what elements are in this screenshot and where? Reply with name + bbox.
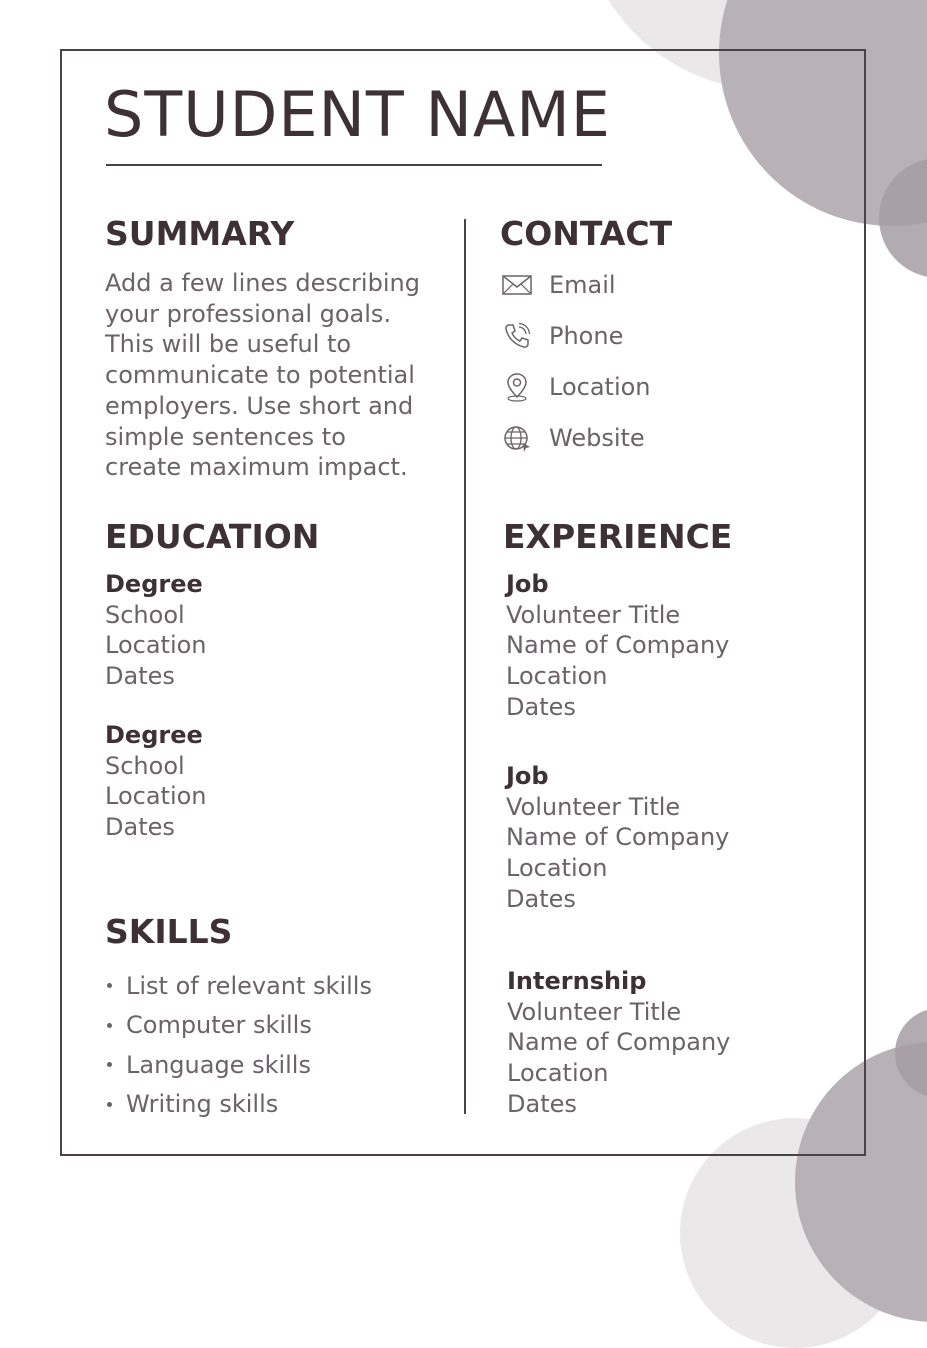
- summary-line: This will be useful to: [105, 330, 352, 359]
- experience-role: Internship: [507, 967, 647, 995]
- education-entry: [105, 720, 207, 843]
- envelope-icon: [501, 269, 533, 301]
- globe-icon: [501, 422, 533, 454]
- education-dates: Dates: [105, 813, 175, 842]
- experience-title: Volunteer Title: [506, 600, 681, 629]
- education-school: School: [105, 600, 185, 629]
- experience-title: Volunteer Title: [507, 997, 682, 1026]
- summary-line: employers. Use short and: [105, 391, 414, 420]
- experience-role: Job: [506, 570, 549, 598]
- education-heading: EDUCATION: [105, 517, 320, 556]
- experience-company: Name of Company: [506, 631, 730, 660]
- phone-icon: [501, 320, 533, 352]
- contact-website[interactable]: [501, 422, 645, 454]
- contact-email-label: Email: [549, 271, 616, 299]
- experience-location: Location: [506, 854, 608, 883]
- education-degree: Degree: [105, 721, 203, 749]
- summary-line: Add a few lines describing: [105, 269, 420, 297]
- education-dates: Dates: [105, 662, 175, 691]
- experience-location: Location: [507, 1059, 609, 1088]
- bullet-icon: [107, 1062, 112, 1067]
- contact-phone-label: Phone: [549, 322, 624, 350]
- summary-line: your professional goals.: [105, 299, 392, 328]
- contact-website-label: Website: [549, 424, 645, 452]
- experience-location: Location: [506, 662, 608, 691]
- list-item: [104, 966, 372, 1006]
- experience-company: Name of Company: [507, 1028, 731, 1057]
- skill-text: Writing skills: [126, 1090, 279, 1119]
- name-underline: [106, 164, 602, 166]
- education-location: Location: [105, 631, 207, 660]
- experience-entry: [506, 761, 729, 915]
- column-divider: [464, 219, 466, 1114]
- skill-text: Language skills: [126, 1050, 311, 1079]
- experience-heading: EXPERIENCE: [503, 517, 733, 556]
- experience-entry: [506, 569, 729, 723]
- experience-dates: Dates: [506, 884, 576, 913]
- skill-text: Computer skills: [126, 1011, 312, 1040]
- list-item: [104, 1006, 372, 1046]
- education-location: Location: [105, 782, 207, 811]
- contact-location[interactable]: [501, 371, 651, 403]
- list-item: [104, 1045, 372, 1085]
- bullet-icon: [107, 1023, 112, 1028]
- experience-company: Name of Company: [506, 823, 730, 852]
- education-entry: [105, 569, 207, 692]
- education-school: School: [105, 751, 185, 780]
- experience-entry: [507, 966, 730, 1120]
- bullet-icon: [107, 983, 112, 988]
- student-name: STUDENT NAME: [104, 78, 611, 151]
- contact-email[interactable]: [501, 269, 616, 301]
- education-degree: Degree: [105, 570, 203, 598]
- bullet-icon: [107, 1102, 112, 1107]
- experience-dates: Dates: [506, 692, 576, 721]
- experience-title: Volunteer Title: [506, 792, 681, 821]
- contact-heading: CONTACT: [500, 214, 673, 253]
- summary-text: [105, 268, 420, 483]
- summary-line: communicate to potential: [105, 361, 415, 390]
- skills-heading: SKILLS: [105, 912, 233, 951]
- list-item: [104, 1085, 372, 1125]
- skill-text: List of relevant skills: [126, 971, 372, 1000]
- location-pin-icon: [501, 371, 533, 403]
- summary-line: simple sentences to: [105, 422, 346, 451]
- skills-list: [104, 966, 372, 1124]
- experience-dates: Dates: [507, 1089, 577, 1118]
- contact-phone[interactable]: [501, 320, 623, 352]
- summary-heading: SUMMARY: [105, 214, 295, 253]
- summary-line: create maximum impact.: [105, 453, 408, 482]
- contact-location-label: Location: [549, 373, 651, 401]
- experience-role: Job: [506, 762, 549, 790]
